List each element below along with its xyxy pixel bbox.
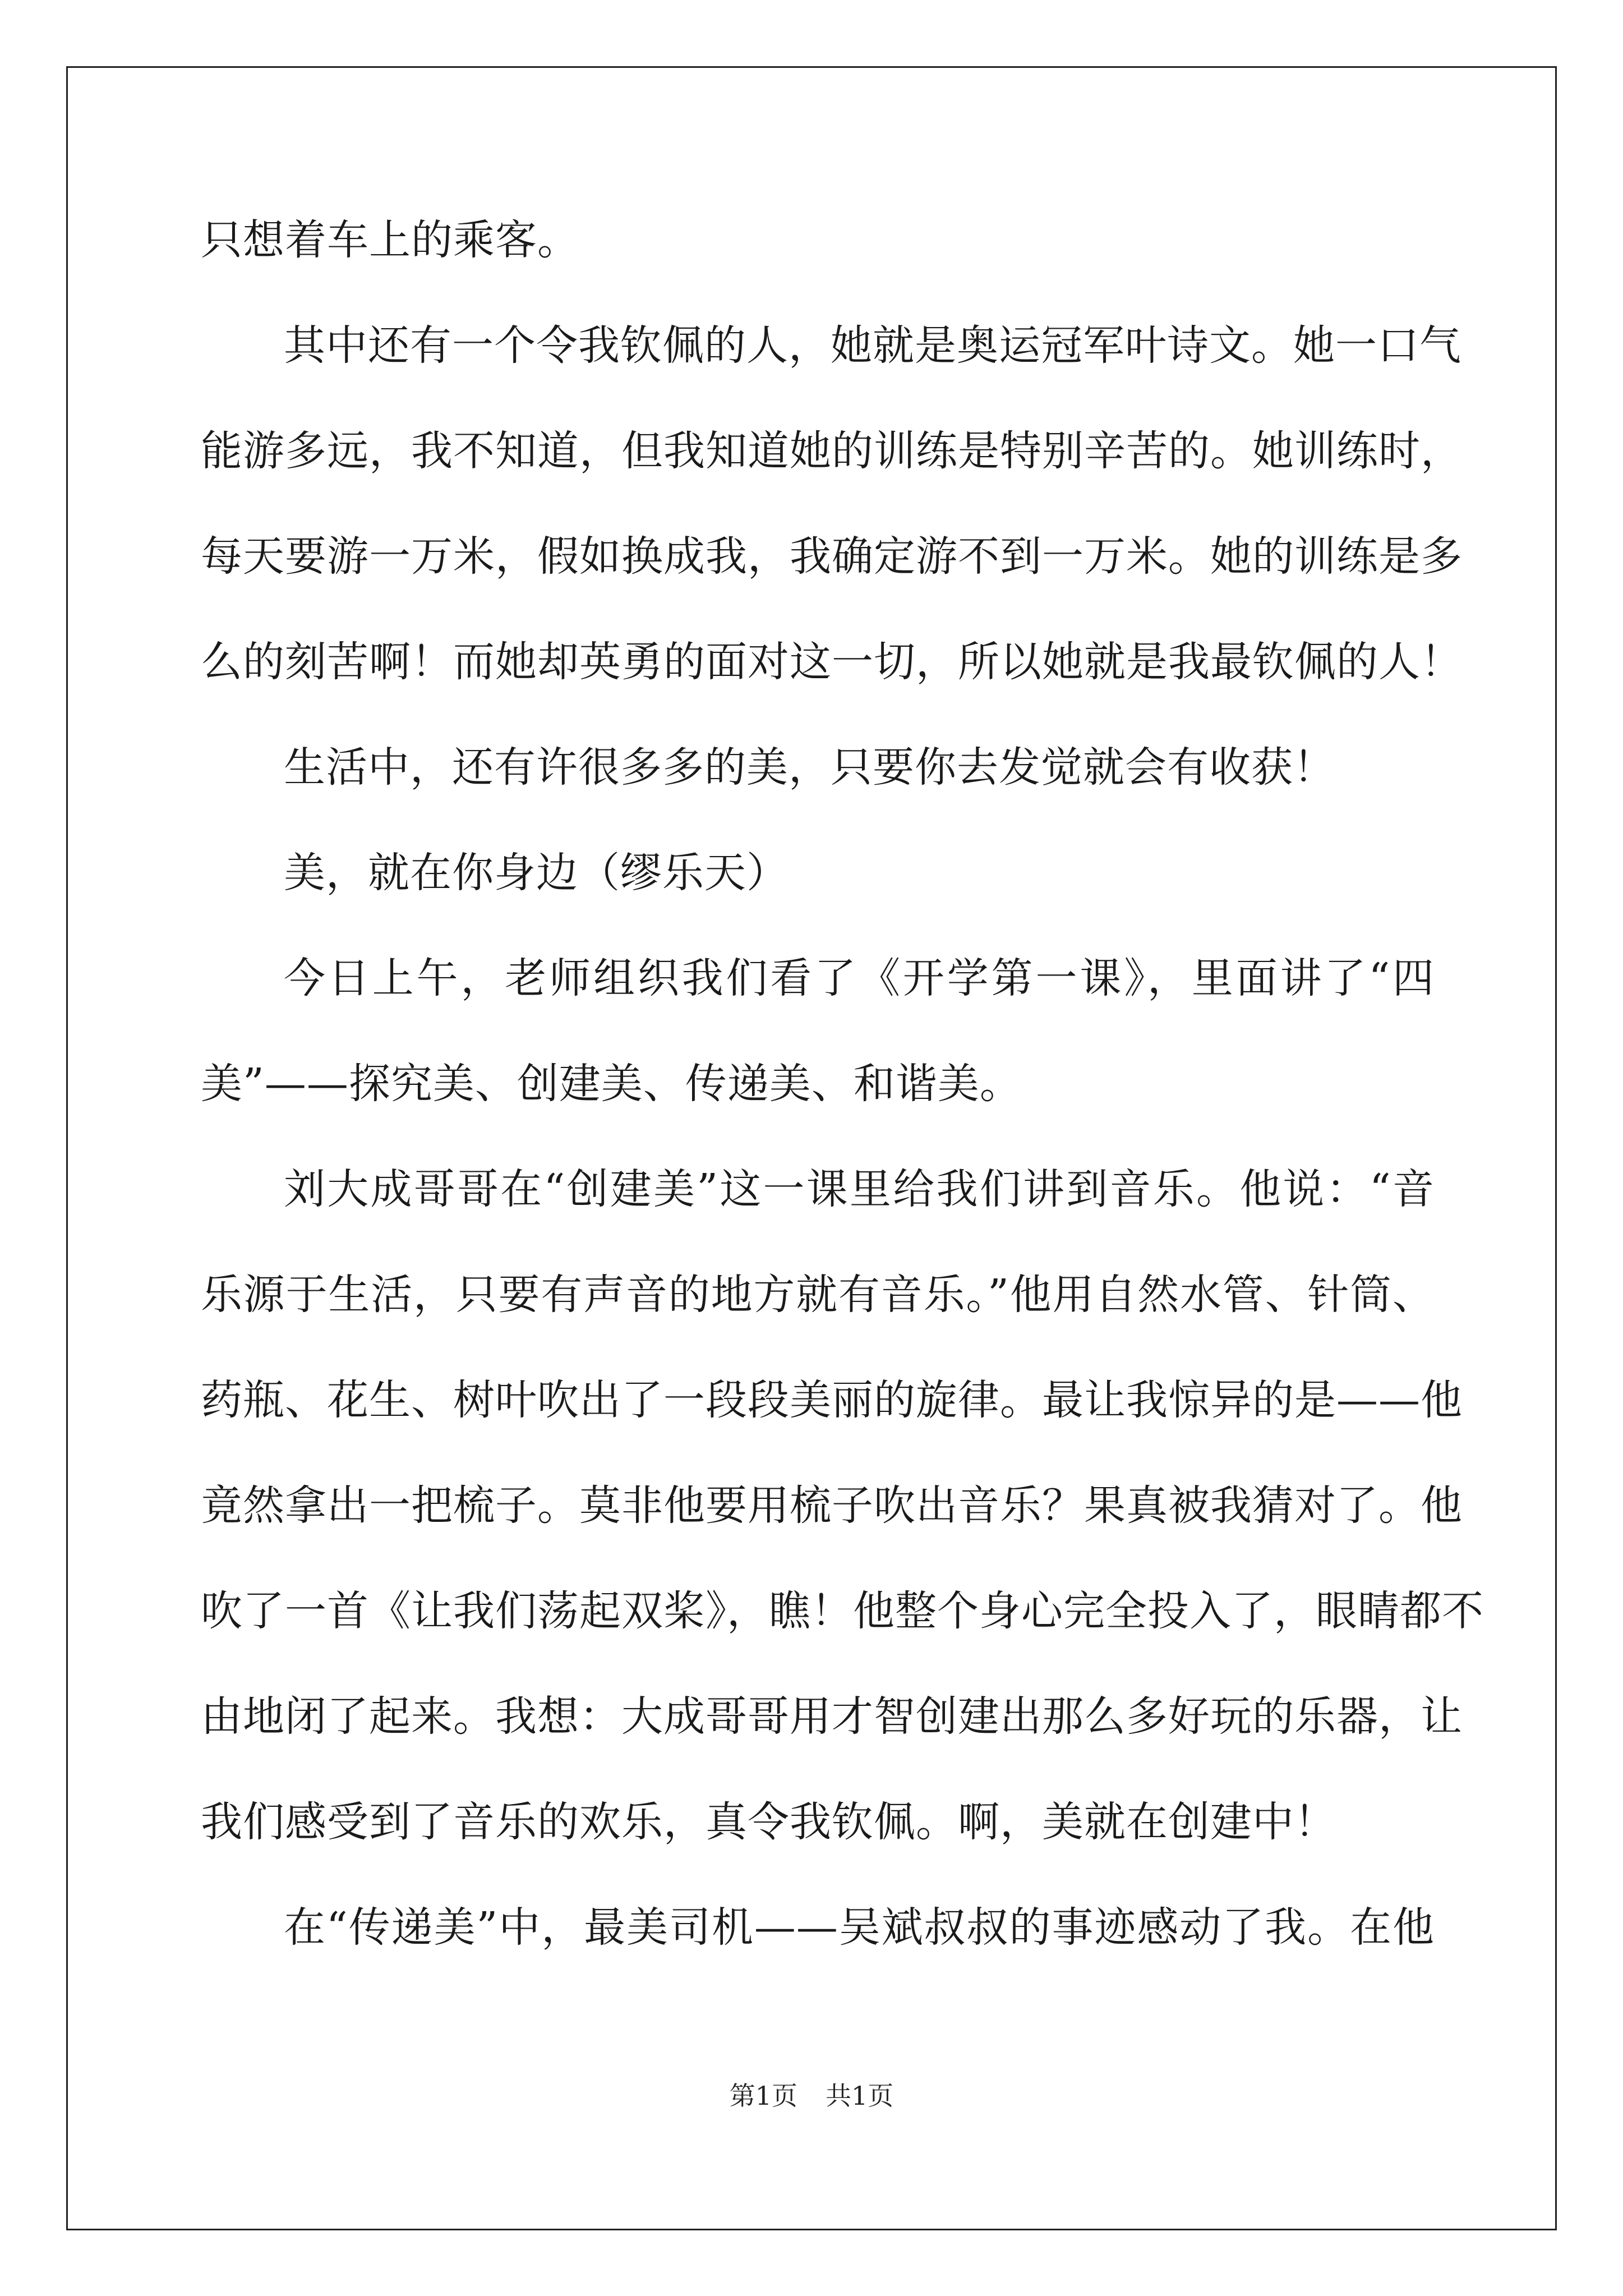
text-line: 美”——探究美、创建美、传递美、和谐美。	[201, 1060, 1022, 1108]
text-line: 么的刻苦啊！而她却英勇的面对这一切，所以她就是我最钦佩的人！	[201, 638, 1463, 686]
text-line: 刘大成哥哥在“创建美”这一课里给我们讲到音乐。他说：“音	[284, 1165, 1435, 1213]
text-line: 在“传递美”中，最美司机——吴斌叔叔的事迹感动了我。在他	[284, 1903, 1435, 1952]
page-number: 第1页	[729, 2081, 797, 2111]
page-footer	[0, 2079, 1623, 2113]
text-line: 只想着车上的乘客。	[201, 216, 579, 264]
text-line: 我们感受到了音乐的欢乐，真令我钦佩。啊，美就在创建中！	[201, 1798, 1336, 1846]
text-line: 吹了一首《让我们荡起双桨》，瞧！他整个身心完全投入了，眼睛都不	[201, 1587, 1484, 1635]
text-line: 每天要游一万米，假如换成我，我确定游不到一万米。她的训练是多	[201, 532, 1463, 581]
section-heading: 美，就在你身边（缪乐天）	[284, 849, 789, 897]
text-line: 竟然拿出一把梳子。莫非他要用梳子吹出音乐？果真被我猜对了。他	[201, 1481, 1463, 1530]
text-line: 药瓶、花生、树叶吹出了一段段美丽的旋律。最让我惊异的是——他	[201, 1376, 1463, 1424]
text-line: 由地闭了起来。我想：大成哥哥用才智创建出那么多好玩的乐器，让	[201, 1692, 1463, 1741]
document-body	[201, 212, 1484, 2005]
text-line: 其中还有一个令我钦佩的人，她就是奥运冠军叶诗文。她一口气	[284, 321, 1461, 370]
text-line: 生活中，还有许很多多的美，只要你去发觉就会有收获！	[284, 743, 1335, 792]
text-line: 乐源于生活，只要有声音的地方就有音乐。”他用自然水管、针筒、	[201, 1271, 1435, 1319]
text-line: 今日上午，老师组织我们看了《开学第一课》，里面讲了“四	[284, 954, 1435, 1002]
text-line: 能游多远，我不知道，但我知道她的训练是特别辛苦的。她训练时，	[201, 427, 1463, 475]
page-total: 共1页	[826, 2081, 894, 2111]
